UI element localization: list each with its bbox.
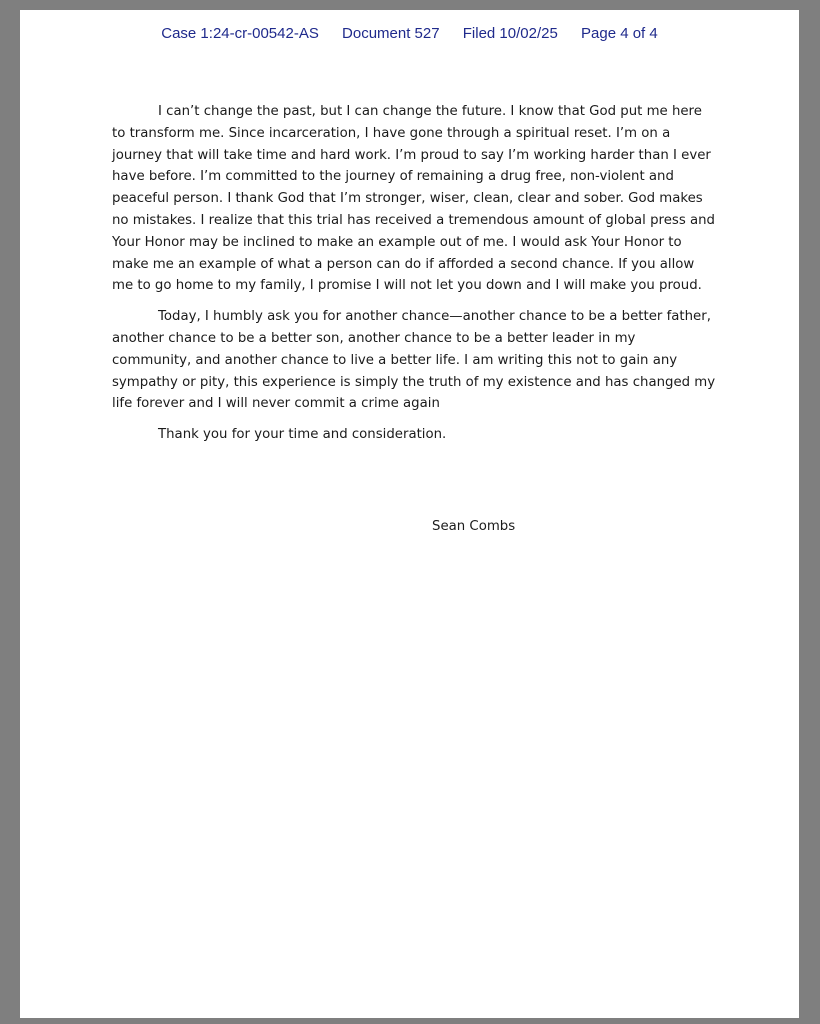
document-page — [20, 10, 799, 1018]
court-filing-header — [20, 25, 799, 42]
paragraph-2: Today, I humbly ask you for another chance—another chance to be a better father, another chance to be a better son, another chance to be a better leader in my community, and another chance to live a better life. I am writing this not to gain any sympathy or pity, this experience is simply the truth of my existence and has changed my life forever and I will never commit a crime again — [112, 309, 716, 412]
paragraph-3: Thank you for your time and consideration. — [158, 427, 447, 443]
signature-name: Sean Combs — [432, 519, 516, 534]
page-number: Page 4 of 4 — [581, 25, 658, 42]
filed-date: Filed 10/02/25 — [462, 25, 558, 42]
letter-body — [112, 101, 716, 455]
document-number: Document 527 — [342, 25, 440, 42]
paragraph-1: I can’t change the past, but I can change the future. I know that God put me here to transform me. Since incarceration, I have gone through a spiritual reset. I’m on a journey that will take time and hard work. I’m proud to say I’m working harder than I ever have before. I’m committed to the journey of remaining a drug free, non-violent and peaceful person. I thank God that I’m stronger, wiser, clean, clear and sober. God makes no mistakes. I realize that this trial has received a tremendous amount of global press and Your Honor may be inclined to make an example out of me. I would ask Your Honor to make me an example of what a person can do if afforded a second chance. If you allow me to go home to my family, I promise I will not let you down and I will make you proud. — [112, 104, 716, 294]
case-number: Case 1:24-cr-00542-AS — [161, 25, 319, 42]
